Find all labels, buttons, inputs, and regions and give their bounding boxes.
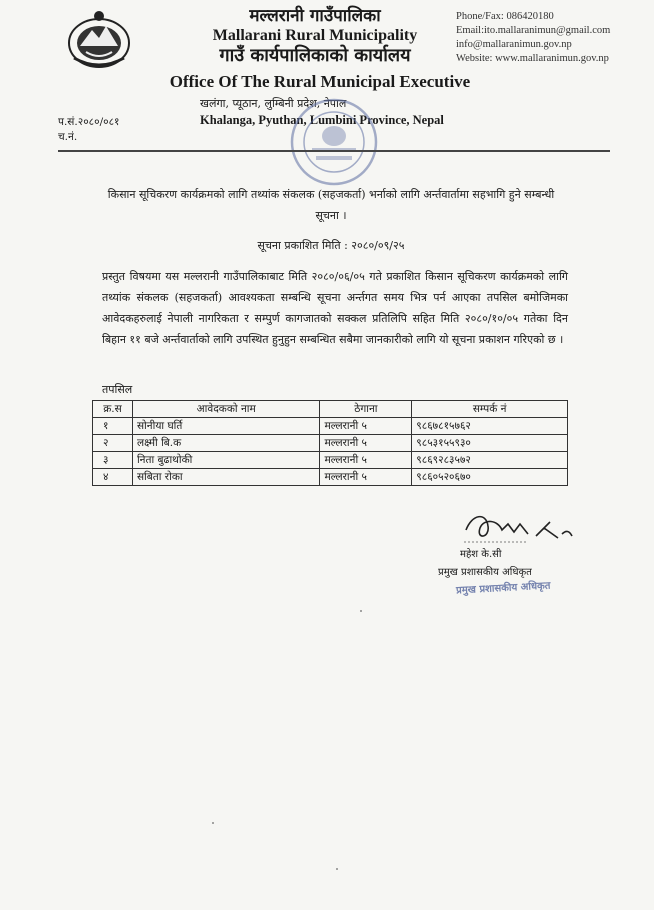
cell-address: मल्लरानी ५ xyxy=(320,469,412,486)
address-en: Khalanga, Pyuthan, Lumbini Province, Nepal xyxy=(200,113,444,127)
cell-name: सोनीया घर्ति xyxy=(132,418,320,435)
cell-sn: ४ xyxy=(93,469,133,486)
cell-address: मल्लरानी ५ xyxy=(320,452,412,469)
email-primary: Email:ito.mallaranimun@gmail.com xyxy=(456,25,611,36)
notice-subject: किसान सूचिकरण कार्यक्रमको लागि तथ्यांक संकलक (सहजकर्ता) भर्नाको लागि अर्न्तवार्तामा सहभागि हुने सम्बन्धी सूचना । xyxy=(107,188,555,222)
notice-body: प्रस्तुत विषयमा यस मल्लरानी गाउँपालिकाबाट मिति २०८०/०६/०५ गते प्रकाशित किसान सूचिकरण कार्यक्रमको लागि तथ्यांक संकलक (सहजकर्ता) आवश्यकता सम्बन्धि सूचना अर्न्तगत समय भित्र पर्न आएका तपसिल बमोजिमका आवेदकहरुलाई नेपाली नागरिकता र सम्पुर्ण कागजातको सक्कल प्रतिलिपि सहित मिति २०८०/१०/०५ गतेका दिन बिहान ११ बजे अर्न्तवार्ताको लागि उपस्थित हुनुहुन सम्बन्धित सबैमा जानकारीको लागि यो सूचना प्रकाशन गरिएको छ । xyxy=(102,270,568,346)
phone-fax: Phone/Fax: 086420180 xyxy=(456,11,554,22)
reference-numbers xyxy=(58,115,120,145)
table-row xyxy=(93,418,568,435)
header-divider xyxy=(58,150,610,152)
office-header xyxy=(150,6,480,91)
government-emblem-icon xyxy=(66,8,132,70)
cell-sn: १ xyxy=(93,418,133,435)
header-name: आवेदकको नाम xyxy=(132,401,320,418)
dispatch-no: च.नं. xyxy=(58,131,78,143)
cell-contact: ९८५३१५५९३० xyxy=(412,435,568,452)
cell-sn: २ xyxy=(93,435,133,452)
tapsil-label: तपसिल xyxy=(102,383,133,396)
cell-contact: ९८६७८१५७६२ xyxy=(412,418,568,435)
address-np: खलंगा, प्यूठान, लुम्बिनी प्रदेश, नेपाल xyxy=(200,97,347,110)
table-row xyxy=(93,469,568,486)
email-secondary: info@mallaranimun.gov.np xyxy=(456,39,572,50)
cell-address: मल्लरानी ५ xyxy=(320,435,412,452)
signatory-name: महेश के.सी xyxy=(460,549,502,560)
cell-name: निता बुढाथोकी xyxy=(132,452,320,469)
header-sn: क्र.स xyxy=(93,401,133,418)
header-address: ठेगाना xyxy=(320,401,412,418)
office-name-en: Office Of The Rural Municipal Executive xyxy=(169,72,471,91)
cell-address: मल्लरानी ५ xyxy=(320,418,412,435)
header-contact: सम्पर्क नं xyxy=(412,401,568,418)
scan-speck xyxy=(212,822,214,824)
cell-name: लक्ष्मी बि.क xyxy=(132,435,320,452)
handwritten-signature-icon xyxy=(458,508,578,548)
applicants-table xyxy=(92,400,568,486)
website: Website: www.mallaranimun.gov.np xyxy=(456,53,609,64)
office-name-np: गाउँ कार्यपालिकाको कार्यालय xyxy=(219,45,411,66)
cell-name: सबिता रोका xyxy=(132,469,320,486)
contact-block xyxy=(456,10,646,66)
table-header-row xyxy=(93,401,568,418)
municipality-name-np: मल्लरानी गाउँपालिका xyxy=(249,6,381,26)
signatory-stamp: प्रमुख प्रशासकीय अधिकृत xyxy=(455,580,551,597)
ref-no: प.सं.२०८०/०८१ xyxy=(58,116,120,128)
cell-contact: ९८६०५२०६७० xyxy=(412,469,568,486)
signatory-title: प्रमुख प्रशासकीय अधिकृत xyxy=(438,567,532,578)
scan-speck xyxy=(336,868,338,870)
office-seal-stamp-icon xyxy=(288,96,380,188)
table-row xyxy=(93,435,568,452)
cell-contact: ९८६९२८३५७२ xyxy=(412,452,568,469)
municipality-name-en: Mallarani Rural Municipality xyxy=(212,27,418,44)
published-date: सूचना प्रकाशित मिति : २०८०/०९/२५ xyxy=(257,239,405,252)
scan-speck xyxy=(360,610,362,612)
cell-sn: ३ xyxy=(93,452,133,469)
table-row xyxy=(93,452,568,469)
